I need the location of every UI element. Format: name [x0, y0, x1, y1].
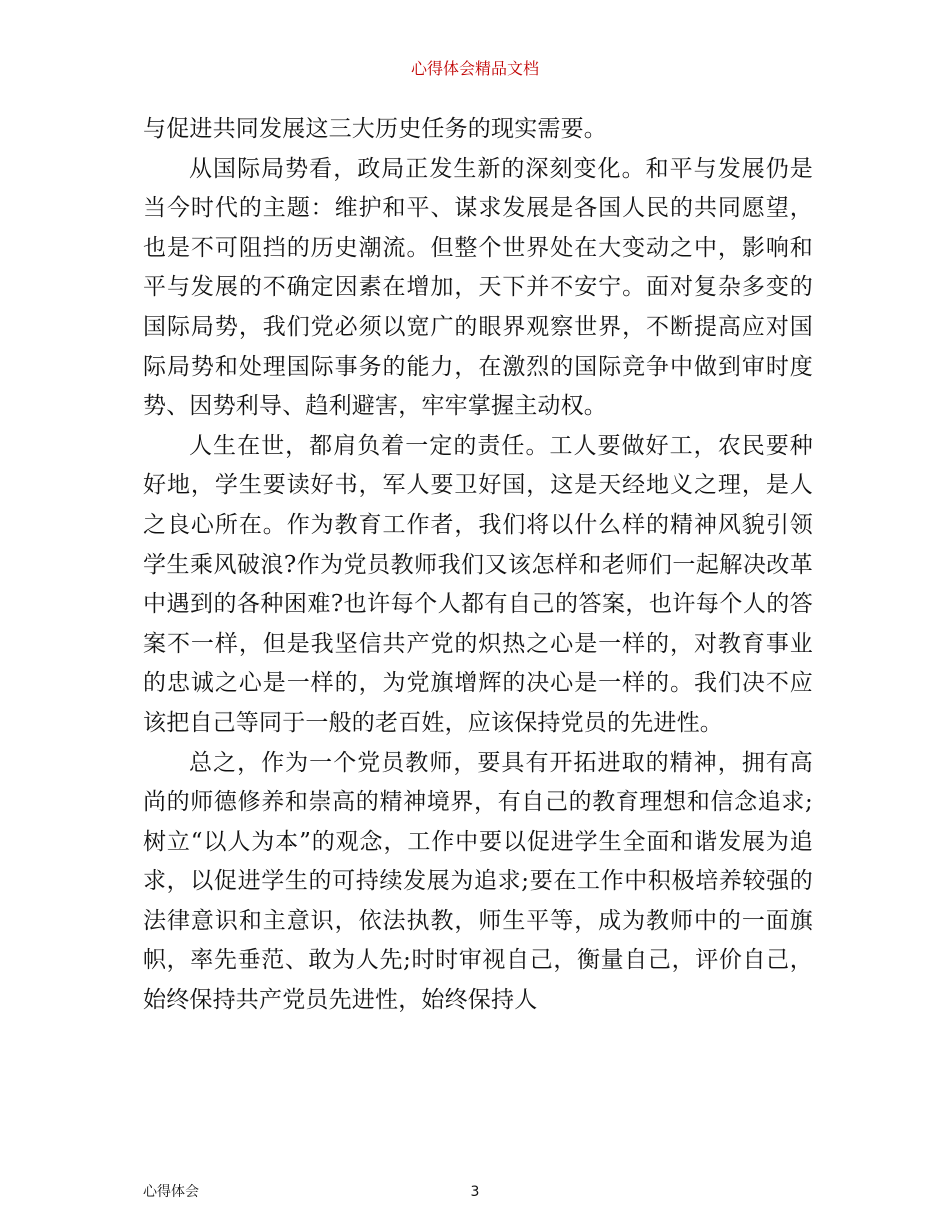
paragraph-responsibility: 人生在世，都肩负着一定的责任。工人要做好工，农民要种好地，学生要读好书，军人要卫好国，这是天经地义之理，是人之良心所在。作为教育工作者，我们将以什么样的精神风貌引领学生乘风破浪?作为党员教师我们又该怎样和老师们一起解决改革中遇到的各种困难?也许每个人都有自己的答案，也许每个人的答案不一样，但是我坚信共产党的炽热之心是一样的，对教育事业的忠诚之心是一样的，为党旗增辉的决心是一样的。我们决不应该把自己等同于一般的老百姓，应该保持党员的先进性。 — [143, 432, 813, 736]
page-header-title: 心得体会精品文档 — [410, 59, 539, 78]
page-number: 3 — [470, 1184, 480, 1200]
paragraph-continuation: 与促进共同发展这三大历史任务的现实需要。 — [143, 116, 607, 142]
footer-label: 心得体会 — [143, 1184, 199, 1200]
document-body — [143, 110, 813, 1021]
paragraph-conclusion: 总之，作为一个党员教师，要具有开拓进取的精神，拥有高尚的师德修养和崇高的精神境界，有自己的教育理想和信念追求;树立“以人为本”的观念，工作中要以促进学生全面和谐发展为追求，以促进学生的可持续发展为追求;要在工作中积极培养较强的法律意识和主意识，依法执教，师生平等，成为教师中的一面旗帜，率先垂范、敢为人先;时时审视自己，衡量自己，评价自己，始终保持共产党员先进性，始终保持人 — [143, 749, 813, 1014]
paragraph-international-situation: 从国际局势看，政局正发生新的深刻变化。和平与发展仍是当今时代的主题：维护和平、谋求发展是各国人民的共同愿望，也是不可阻挡的历史潮流。但整个世界处在大变动之中，影响和平与发展的不确定因素在增加，天下并不安宁。面对复杂多变的国际局势，我们党必须以宽广的眼界观察世界，不断提高应对国际局势和处理国际事务的能力，在激烈的国际竞争中做到审时度势、因势利导、趋利避害，牢牢掌握主动权。 — [143, 155, 813, 420]
